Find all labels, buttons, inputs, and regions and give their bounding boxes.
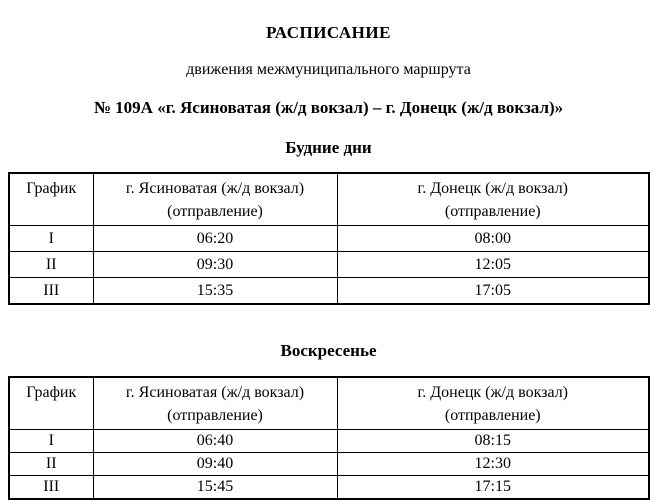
column-header-label: г. Ясиноватая (ж/д вокзал) <box>125 384 305 401</box>
table-header-row <box>9 377 649 430</box>
column-header-sublabel: (отправление) <box>444 407 541 424</box>
departure-donetsk-cell: 08:00 <box>337 226 649 252</box>
column-header-sublabel: (отправление) <box>167 407 263 424</box>
column-header-label: График <box>26 180 77 197</box>
departure-yasinovataya-cell: 09:30 <box>93 252 337 278</box>
column-header-yasinovataya <box>93 173 337 226</box>
schedule-number-cell: III <box>9 476 93 500</box>
departure-yasinovataya-cell: 09:40 <box>93 453 337 476</box>
departure-donetsk-cell: 17:05 <box>337 278 649 305</box>
schedule-number-cell: II <box>9 252 93 278</box>
schedule-table-sunday <box>8 376 650 500</box>
departure-donetsk-cell: 12:05 <box>337 252 649 278</box>
table-row <box>9 226 649 252</box>
departure-donetsk-cell: 12:30 <box>337 453 649 476</box>
table-row <box>9 252 649 278</box>
column-header-label: График <box>26 384 77 401</box>
schedule-number-cell: I <box>9 430 93 453</box>
column-header-label: г. Донецк (ж/д вокзал) <box>417 384 569 401</box>
section-heading-sunday: Воскресенье <box>280 341 377 360</box>
column-header-label: г. Донецк (ж/д вокзал) <box>417 180 569 197</box>
departure-yasinovataya-cell: 15:45 <box>93 476 337 500</box>
table-header-row <box>9 173 649 226</box>
schedule-number-cell: II <box>9 453 93 476</box>
column-header-schedule <box>9 173 93 226</box>
table-row <box>9 453 649 476</box>
schedule-number-cell: III <box>9 278 93 305</box>
departure-yasinovataya-cell: 06:40 <box>93 430 337 453</box>
departure-donetsk-cell: 17:15 <box>337 476 649 500</box>
route-title: № 109А «г. Ясиноватая (ж/д вокзал) – г. Донецк (ж/д вокзал)» <box>93 98 564 117</box>
departure-yasinovataya-cell: 06:20 <box>93 226 337 252</box>
table-row <box>9 278 649 305</box>
table-row <box>9 430 649 453</box>
column-header-sublabel: (отправление) <box>167 203 263 220</box>
section-heading-weekdays: Будние дни <box>285 138 372 157</box>
column-header-yasinovataya <box>93 377 337 430</box>
column-header-sublabel: (отправление) <box>444 203 541 220</box>
table-row <box>9 476 649 500</box>
column-header-donetsk <box>337 377 649 430</box>
column-header-schedule <box>9 377 93 430</box>
departure-yasinovataya-cell: 15:35 <box>93 278 337 305</box>
document-subtitle: движения межмуниципального маршрута <box>186 61 471 78</box>
document-title: РАСПИСАНИЕ <box>266 23 391 42</box>
schedule-number-cell: I <box>9 226 93 252</box>
column-header-donetsk <box>337 173 649 226</box>
column-header-label: г. Ясиноватая (ж/д вокзал) <box>125 180 305 197</box>
schedule-table-weekdays <box>8 172 650 305</box>
departure-donetsk-cell: 08:15 <box>337 430 649 453</box>
